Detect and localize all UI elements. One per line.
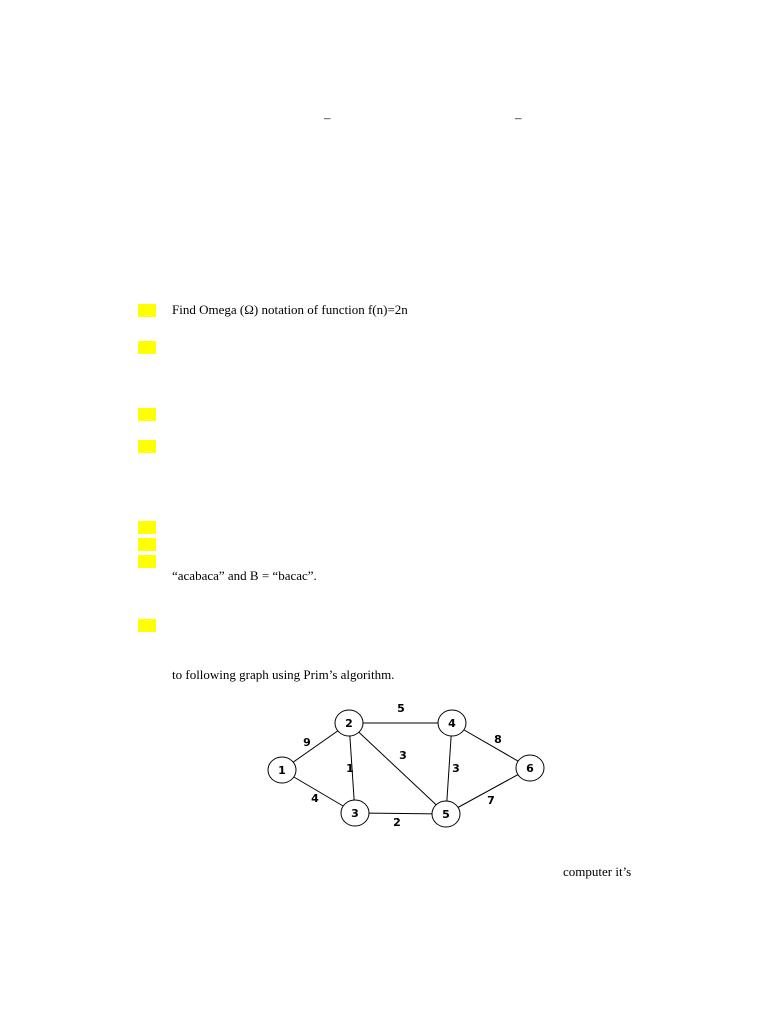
highlight-marker	[138, 440, 156, 453]
highlight-marker	[138, 538, 156, 551]
edge-2-5	[349, 723, 446, 814]
edge-weight-label: 5	[397, 702, 405, 715]
edge-weight-label: 2	[393, 816, 401, 829]
graph-node-label: 3	[351, 807, 359, 820]
graph-node-label: 5	[442, 808, 450, 821]
string-question: “acabaca” and B = “bacac”.	[172, 568, 317, 583]
graph-node-label: 6	[526, 762, 534, 775]
highlight-marker	[138, 521, 156, 534]
prim-question: to following graph using Prim’s algorithm.	[172, 667, 395, 682]
dash-left: –	[324, 110, 331, 125]
edge-weight-label: 9	[303, 736, 311, 749]
edge-weight-label: 3	[452, 762, 460, 775]
omega-question: Find Omega (Ω) notation of function f(n)=2n	[172, 302, 408, 317]
edge-4-5	[446, 723, 452, 814]
edge-weight-label: 1	[346, 762, 354, 775]
highlight-marker	[138, 555, 156, 568]
graph-diagram	[260, 695, 560, 835]
highlight-marker	[138, 304, 156, 317]
computer-text: computer it’s	[563, 864, 632, 879]
graph-node-label: 2	[345, 717, 353, 730]
dash-right: –	[515, 110, 522, 125]
highlight-marker	[138, 408, 156, 421]
graph-node-label: 1	[278, 764, 286, 777]
edge-weight-label: 8	[494, 733, 502, 746]
edge-weight-label: 3	[399, 749, 407, 762]
graph-node-label: 4	[448, 717, 456, 730]
highlight-marker	[138, 619, 156, 632]
edge-weight-label: 4	[311, 792, 319, 805]
edge-weight-label: 7	[487, 794, 495, 807]
highlight-marker	[138, 341, 156, 354]
